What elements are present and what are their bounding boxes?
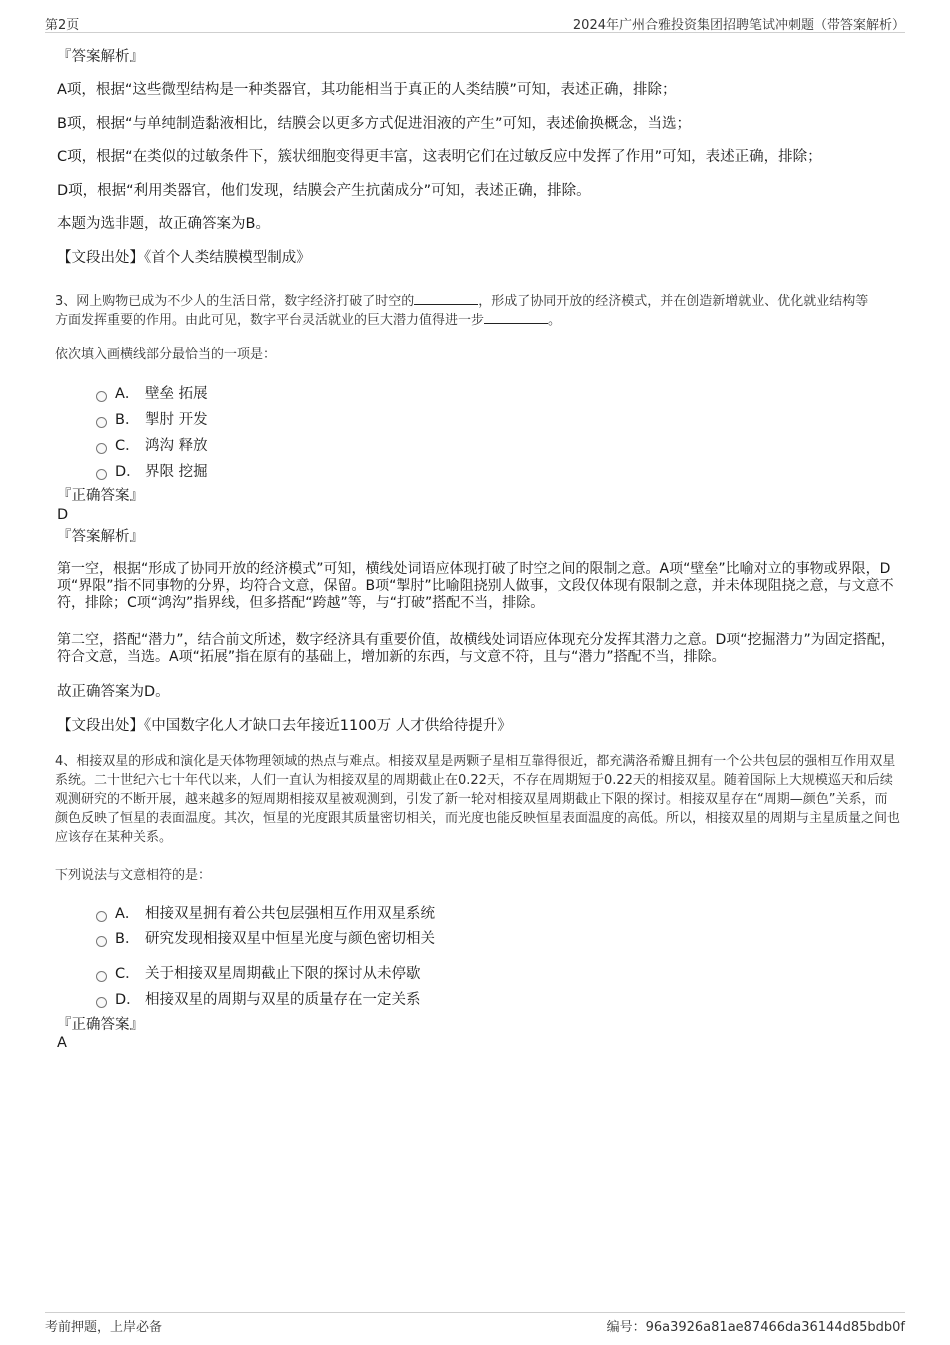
q3-answer-heading: 『正确答案』 [57,488,144,504]
q3-conclusion: 故正确答案为D。 [57,684,170,700]
fill-blank-2 [484,311,548,324]
q3-prompt: 依次填入画横线部分最恰当的一项是： [55,347,277,362]
radio-icon[interactable] [96,417,107,428]
q3-analysis-heading: 『答案解析』 [57,529,144,545]
radio-icon[interactable] [96,443,107,454]
q3-analysis-p1: 第一空，根据“形成了协同开放的经济模式”可知，横线处词语应体现打破了时空之间的限制之意。A项“壁垒”比喻对立的事物或界限，D项“界限”指不同事物的分界，均符合文意，保留。B项“掣肘”比喻阻挠别人做事，文段仅体现有限制之意，并未体现阻挠之意，与文意不符，排除；C项“鸿沟”指界线，但多搭配“跨越”等，与“打破”搭配不当，排除。 [57,561,894,611]
q2-analysis-a: A项，根据“这些微型结构是一种类器官，其功能相当于真正的人类结膜”可知，表述正确，排除； [57,82,677,98]
radio-icon[interactable] [96,391,107,402]
page-footer [45,1312,905,1333]
q2-analysis-heading: 『答案解析』 [57,49,144,65]
q4-answer-heading: 『正确答案』 [57,1017,144,1033]
document-title: 2024年广州合雅投资集团招聘笔试冲刺题（带答案解析） [572,18,905,33]
footer-slogan: 考前押题，上岸必备 [45,1320,163,1335]
q4-option-b[interactable]: B． 研究发现相接双星中恒星光度与颜色密切相关 [96,927,435,947]
q3-option-d[interactable]: D． 界限 挖掘 [96,460,208,480]
radio-icon[interactable] [96,469,107,480]
q2-analysis-c: C项，根据“在类似的过敏条件下，簇状细胞变得更丰富，这表明它们在过敏反应中发挥了作用”可知，表述正确，排除； [57,149,822,165]
q3-answer: D [57,507,69,523]
q3-option-a[interactable]: A． 壁垒 拓展 [96,382,208,402]
q3-analysis-p2: 第二空，搭配“潜力”，结合前文所述，数字经济具有重要价值，故横线处词语应体现充分发挥其潜力之意。D项“挖掘潜力”为固定搭配，符合文意，当选。A项“拓展”指在原有的基础上，增加新的东西，与文意不符，且与“潜力”搭配不当，排除。 [57,632,895,665]
document-id: 编号：96a3926a81ae87466da36144d85bdb0f [606,1320,905,1335]
q4-stem: 4、相接双星的形成和演化是天体物理领域的热点与难点。相接双星是两颗子星相互靠得很近，都充满洛希瓣且拥有一个公共包层的强相互作用双星系统。二十世纪六七十年代以来，人们一直认为相接双星的周期截止在0.22天，不存在周期短于0.22天的相接双星。随着国际上大规模巡天和后续观测研究的不断开展，越来越多的短周期相接双星被观测到，引发了新一轮对相接双星周期截止下限的探讨。相接双星存在“周期—颜色”关系，而颜色反映了恒星的表面温度。其次，恒星的光度跟其质量密切相关，而光度也能反映恒星表面温度的高低。所以，相接双星的周期与主星质量之间也应该存在某种关系。 [55,754,901,845]
radio-icon[interactable] [96,936,107,947]
page-number: 第2页 [45,18,80,33]
page-header [45,14,905,33]
radio-icon[interactable] [96,911,107,922]
q4-option-c[interactable]: C． 关于相接双星周期截止下限的探讨从未停歇 [96,962,421,982]
q2-source: 【文段出处】《首个人类结膜模型制成》 [57,250,311,266]
radio-icon[interactable] [96,997,107,1008]
q2-analysis-d: D项，根据“利用类器官，他们发现，结膜会产生抗菌成分”可知，表述正确，排除。 [57,183,591,199]
q4-answer: A [57,1035,67,1051]
radio-icon[interactable] [96,971,107,982]
q4-option-a[interactable]: A． 相接双星拥有着公共包层强相互作用双星系统 [96,902,435,922]
q2-analysis-b: B项，根据“与单纯制造黏液相比，结膜会以更多方式促进泪液的产生”可知，表述偷换概念，当选； [57,116,691,132]
q2-conclusion: 本题为选非题，故正确答案为B。 [57,216,270,232]
q3-source: 【文段出处】《中国数字化人才缺口去年接近1100万 人才供给待提升》 [57,718,512,734]
q4-option-d[interactable]: D． 相接双星的周期与双星的质量存在一定关系 [96,988,421,1008]
q3-option-b[interactable]: B． 掣肘 开发 [96,408,208,428]
q4-prompt: 下列说法与文意相符的是： [55,868,212,883]
q3-option-c[interactable]: C． 鸿沟 释放 [96,434,208,454]
fill-blank-1 [414,292,478,305]
q3-stem: 3、网上购物已成为不少人的生活日常，数字经济打破了时空的 ，形成了协同开放的经济模式，并在创造新增就业、优化就业结构等 方面发挥重要的作用。由此可见，数字平台灵活就业的巨大潜力值得进一步 。 [55,294,869,328]
